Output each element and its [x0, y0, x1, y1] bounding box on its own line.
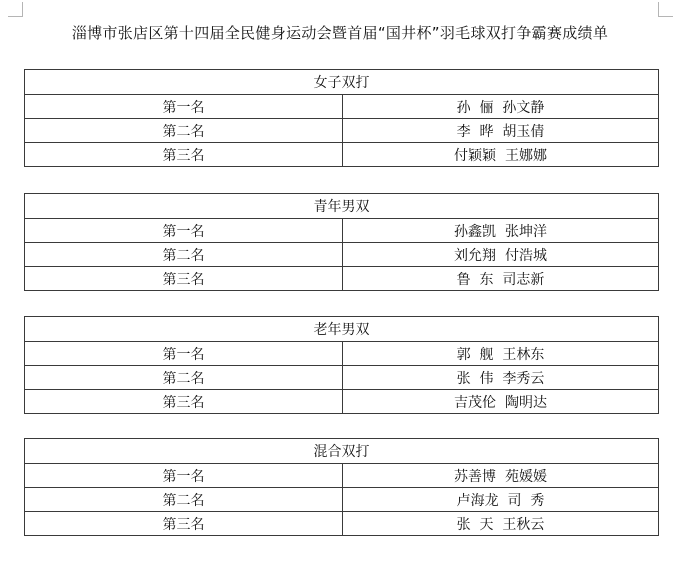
section-heading: 混合双打 — [25, 439, 659, 464]
table-heading-row — [25, 194, 659, 219]
players-cell: 孙 俪 孙文静 — [343, 95, 659, 119]
results-table-youth-mens-doubles — [24, 193, 658, 291]
table-row — [25, 143, 659, 167]
players-cell: 孙鑫凯 张坤洋 — [343, 219, 659, 243]
rank-cell: 第二名 — [25, 119, 343, 143]
table-heading-row — [25, 317, 659, 342]
page-corner-mark-right — [658, 2, 673, 17]
section-heading: 女子双打 — [25, 70, 659, 95]
table-row — [25, 95, 659, 119]
rank-cell: 第二名 — [25, 366, 343, 390]
table-row — [25, 366, 659, 390]
section-heading: 老年男双 — [25, 317, 659, 342]
rank-cell: 第三名 — [25, 512, 343, 536]
rank-cell: 第一名 — [25, 95, 343, 119]
table-row — [25, 219, 659, 243]
results-table-womens-doubles — [24, 69, 658, 167]
rank-cell: 第一名 — [25, 464, 343, 488]
rank-cell: 第二名 — [25, 243, 343, 267]
rank-cell: 第一名 — [25, 342, 343, 366]
table-row — [25, 342, 659, 366]
rank-cell: 第三名 — [25, 267, 343, 291]
players-cell: 苏善博 苑媛媛 — [343, 464, 659, 488]
document-title: 淄博市张店区第十四届全民健身运动会暨首届“国井杯”羽毛球双打争霸赛成绩单 — [71, 24, 609, 42]
players-cell: 付颖颖 王娜娜 — [343, 143, 659, 167]
table-heading-row — [25, 70, 659, 95]
table-heading-row — [25, 439, 659, 464]
table-row — [25, 390, 659, 414]
table-row — [25, 243, 659, 267]
rank-cell: 第二名 — [25, 488, 343, 512]
results-table-senior-mens-doubles — [24, 316, 658, 414]
players-cell: 张 天 王秋云 — [343, 512, 659, 536]
table-row — [25, 488, 659, 512]
players-cell: 张 伟 李秀云 — [343, 366, 659, 390]
table-row — [25, 267, 659, 291]
players-cell: 李 晔 胡玉倩 — [343, 119, 659, 143]
table-row — [25, 464, 659, 488]
page-corner-mark-left — [8, 2, 23, 17]
section-heading: 青年男双 — [25, 194, 659, 219]
players-cell: 郭 舰 王林东 — [343, 342, 659, 366]
table-row — [25, 512, 659, 536]
rank-cell: 第三名 — [25, 390, 343, 414]
rank-cell: 第一名 — [25, 219, 343, 243]
table-row — [25, 119, 659, 143]
players-cell: 鲁 东 司志新 — [343, 267, 659, 291]
results-table-mixed-doubles — [24, 438, 658, 536]
rank-cell: 第三名 — [25, 143, 343, 167]
players-cell: 卢海龙 司 秀 — [343, 488, 659, 512]
players-cell: 刘允翔 付浩城 — [343, 243, 659, 267]
players-cell: 吉茂伦 陶明达 — [343, 390, 659, 414]
